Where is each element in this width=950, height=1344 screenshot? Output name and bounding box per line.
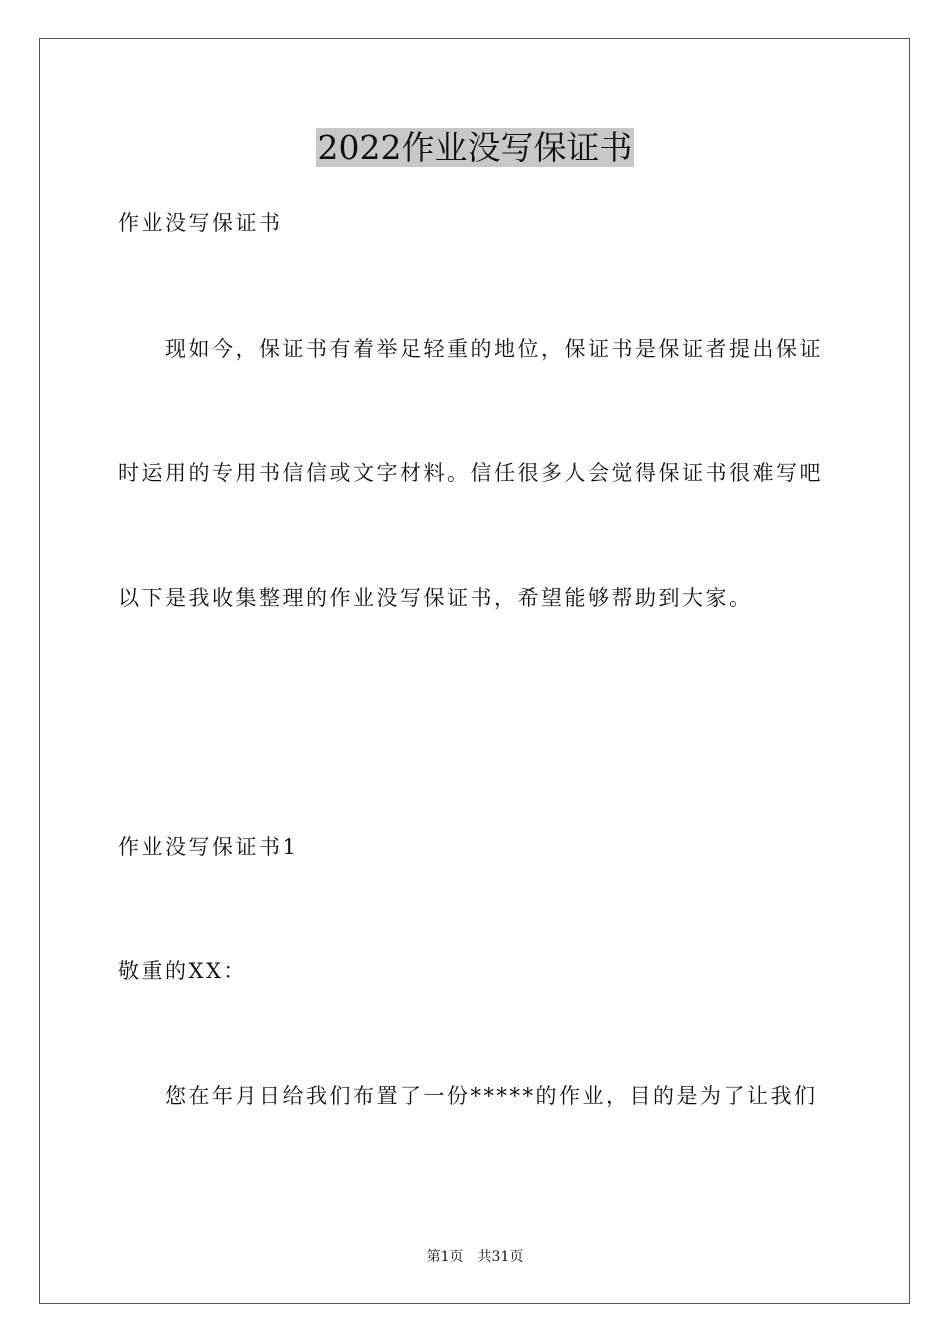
document-title (0, 126, 950, 170)
salutation: 敬重的XX： (118, 959, 247, 983)
paragraph-line: 时运用的专用书信信或文字材料。信任很多人会觉得保证书很难写吧 (118, 461, 823, 485)
section-heading: 作业没写保证书 (118, 211, 283, 235)
paragraph-line: 您在年月日给我们布置了一份*****的作业，目的是为了让我们 (165, 1084, 818, 1108)
paragraph-line: 现如今，保证书有着举足轻重的地位，保证书是保证者提出保证 (165, 337, 823, 361)
document-title-text: 2022作业没写保证书 (317, 128, 633, 167)
section-heading: 作业没写保证书1 (118, 835, 299, 859)
paragraph-line: 以下是我收集整理的作业没写保证书，希望能够帮助到大家。 (118, 586, 753, 610)
page-footer: 第1页 共31页 (426, 1249, 524, 1265)
